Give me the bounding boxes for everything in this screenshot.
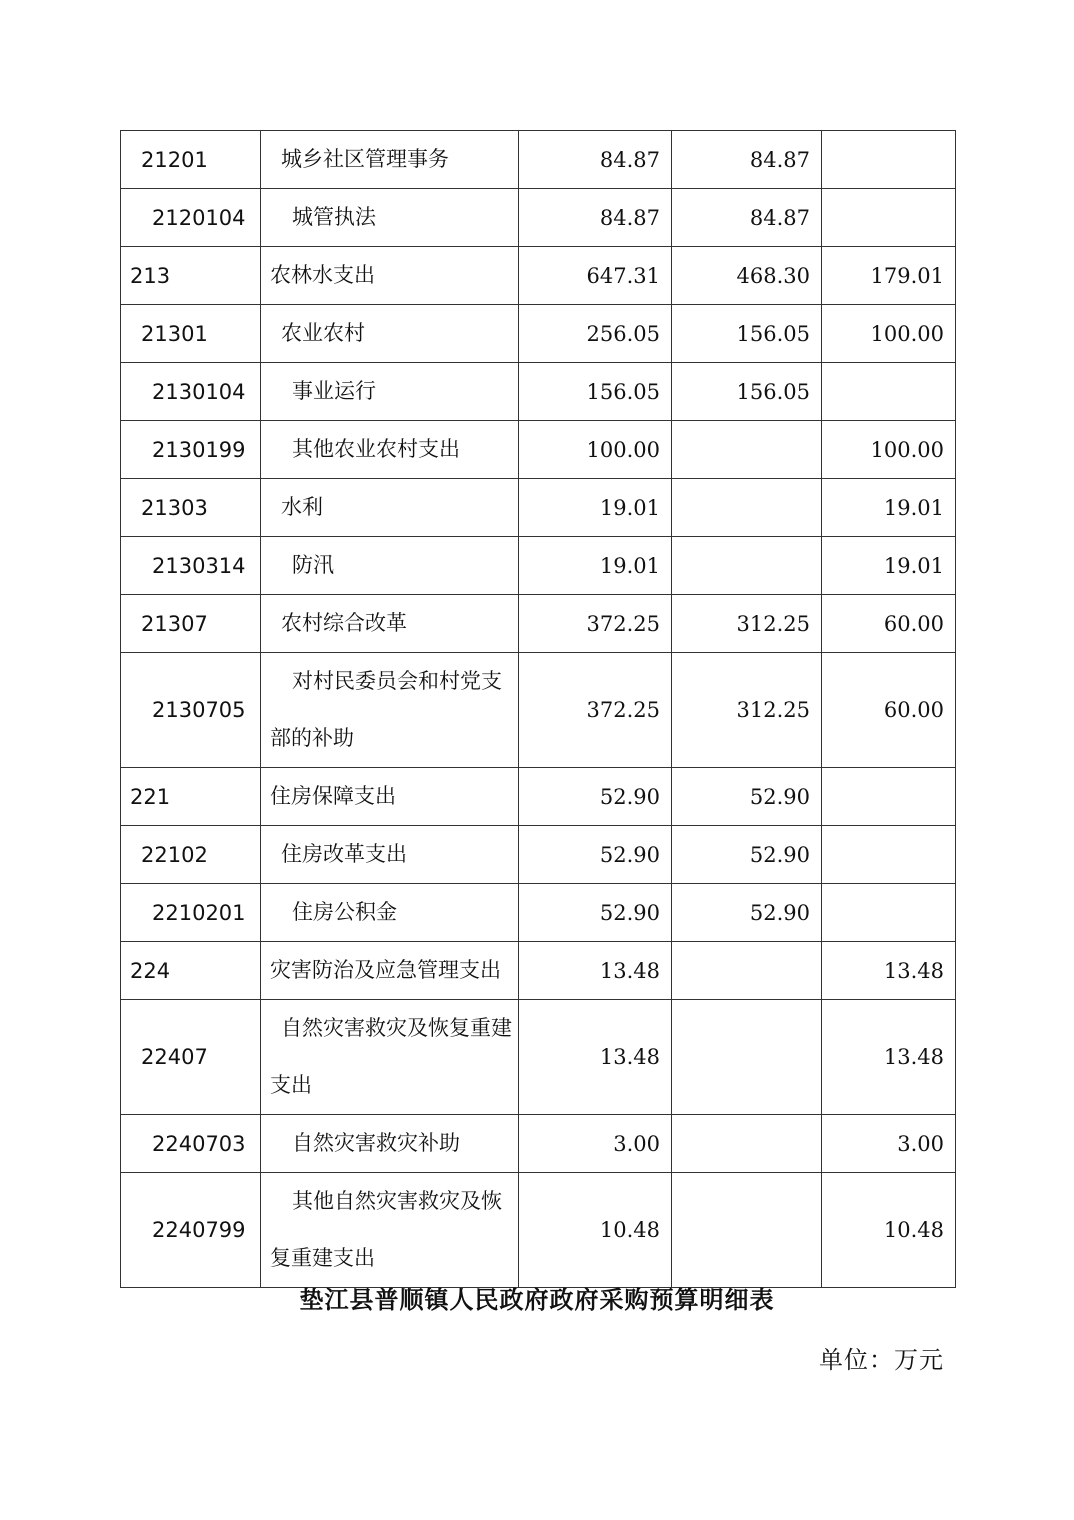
amount-cell-v1: 13.48 [519, 942, 672, 1000]
item-name-cell [261, 305, 519, 363]
function-code-cell: 2130314 [121, 537, 261, 595]
amount-cell-v2: 52.90 [672, 826, 822, 884]
item-name-cell [261, 826, 519, 884]
amount-cell-v1: 647.31 [519, 247, 672, 305]
amount-cell-v2: 312.25 [672, 595, 822, 653]
amount-cell-v1: 52.90 [519, 768, 672, 826]
item-name-text: 农村综合改革 [281, 611, 407, 635]
amount-cell-v1: 372.25 [519, 653, 672, 768]
item-name-cell [261, 1173, 519, 1288]
table-row [121, 942, 956, 1000]
amount-cell-v2: 52.90 [672, 884, 822, 942]
unit-label: 单位：万元 [819, 1346, 944, 1374]
function-code-cell: 21303 [121, 479, 261, 537]
amount-cell-v3 [822, 363, 956, 421]
amount-cell-v2 [672, 479, 822, 537]
amount-cell-v2 [672, 1173, 822, 1288]
amount-cell-v3: 13.48 [822, 942, 956, 1000]
function-code-cell: 22102 [121, 826, 261, 884]
function-code-cell: 2130104 [121, 363, 261, 421]
amount-cell-v1: 3.00 [519, 1115, 672, 1173]
item-name-cell [261, 537, 519, 595]
table-row [121, 131, 956, 189]
amount-cell-v3: 13.48 [822, 1000, 956, 1115]
amount-cell-v1: 13.48 [519, 1000, 672, 1115]
item-name-text: 住房改革支出 [281, 842, 407, 866]
amount-cell-v1: 84.87 [519, 189, 672, 247]
table-row [121, 247, 956, 305]
amount-cell-v2: 156.05 [672, 305, 822, 363]
table-row [121, 421, 956, 479]
table-row [121, 768, 956, 826]
table-row [121, 826, 956, 884]
function-code-cell: 22407 [121, 1000, 261, 1115]
amount-cell-v1: 52.90 [519, 884, 672, 942]
amount-cell-v3: 60.00 [822, 653, 956, 768]
item-name-text: 其他农业农村支出 [292, 437, 460, 461]
item-name-text: 其他自然灾害救灾及恢复重建支出 [270, 1189, 502, 1270]
item-name-text: 城乡社区管理事务 [281, 147, 449, 171]
table-row [121, 653, 956, 768]
item-name-text: 自然灾害救灾及恢复重建支出 [270, 1016, 512, 1097]
amount-cell-v1: 100.00 [519, 421, 672, 479]
amount-cell-v3: 19.01 [822, 537, 956, 595]
table-body [121, 131, 956, 1288]
item-name-text: 防汛 [292, 553, 334, 577]
function-code-cell: 21307 [121, 595, 261, 653]
table-row [121, 1173, 956, 1288]
item-name-cell [261, 768, 519, 826]
amount-cell-v2: 52.90 [672, 768, 822, 826]
item-name-text: 住房公积金 [292, 900, 397, 924]
amount-cell-v1: 19.01 [519, 479, 672, 537]
amount-cell-v2: 468.30 [672, 247, 822, 305]
amount-cell-v3 [822, 131, 956, 189]
amount-cell-v1: 372.25 [519, 595, 672, 653]
item-name-text: 自然灾害救灾补助 [292, 1131, 460, 1155]
amount-cell-v3: 3.00 [822, 1115, 956, 1173]
table-row [121, 1000, 956, 1115]
amount-cell-v1: 156.05 [519, 363, 672, 421]
amount-cell-v2 [672, 1000, 822, 1115]
function-code-cell: 224 [121, 942, 261, 1000]
amount-cell-v2 [672, 1115, 822, 1173]
item-name-cell [261, 884, 519, 942]
function-code-cell: 221 [121, 768, 261, 826]
function-code-cell: 21301 [121, 305, 261, 363]
amount-cell-v2 [672, 942, 822, 1000]
item-name-text: 城管执法 [292, 205, 376, 229]
table-row [121, 884, 956, 942]
item-name-cell [261, 363, 519, 421]
item-name-cell [261, 653, 519, 768]
item-name-text: 事业运行 [292, 379, 376, 403]
function-code-cell: 213 [121, 247, 261, 305]
budget-table [120, 130, 956, 1288]
function-code-cell: 2240703 [121, 1115, 261, 1173]
amount-cell-v1: 84.87 [519, 131, 672, 189]
function-code-cell: 2120104 [121, 189, 261, 247]
amount-cell-v2: 84.87 [672, 189, 822, 247]
amount-cell-v3: 10.48 [822, 1173, 956, 1288]
document-title: 垫江县普顺镇人民政府政府采购预算明细表 [299, 1285, 775, 1314]
item-name-cell [261, 479, 519, 537]
amount-cell-v1: 256.05 [519, 305, 672, 363]
amount-cell-v1: 10.48 [519, 1173, 672, 1288]
amount-cell-v3: 19.01 [822, 479, 956, 537]
amount-cell-v3: 100.00 [822, 305, 956, 363]
amount-cell-v3: 100.00 [822, 421, 956, 479]
item-name-text: 农林水支出 [270, 263, 375, 287]
item-name-cell [261, 1115, 519, 1173]
amount-cell-v2: 156.05 [672, 363, 822, 421]
function-code-cell: 2130199 [121, 421, 261, 479]
amount-cell-v1: 19.01 [519, 537, 672, 595]
table-row [121, 595, 956, 653]
amount-cell-v2 [672, 537, 822, 595]
function-code-cell: 21201 [121, 131, 261, 189]
table-row [121, 537, 956, 595]
amount-cell-v1: 52.90 [519, 826, 672, 884]
table-row [121, 305, 956, 363]
item-name-cell [261, 942, 519, 1000]
table-row [121, 1115, 956, 1173]
amount-cell-v2 [672, 421, 822, 479]
table-row [121, 479, 956, 537]
item-name-cell [261, 247, 519, 305]
item-name-cell [261, 189, 519, 247]
table-row [121, 189, 956, 247]
amount-cell-v3: 179.01 [822, 247, 956, 305]
item-name-cell [261, 1000, 519, 1115]
amount-cell-v3 [822, 884, 956, 942]
amount-cell-v2: 312.25 [672, 653, 822, 768]
function-code-cell: 2130705 [121, 653, 261, 768]
item-name-cell [261, 595, 519, 653]
item-name-text: 灾害防治及应急管理支出 [270, 958, 501, 982]
amount-cell-v3: 60.00 [822, 595, 956, 653]
amount-cell-v3 [822, 189, 956, 247]
item-name-text: 对村民委员会和村党支部的补助 [270, 669, 502, 750]
table-row [121, 363, 956, 421]
item-name-text: 水利 [281, 495, 323, 519]
item-name-cell [261, 421, 519, 479]
function-code-cell: 2210201 [121, 884, 261, 942]
item-name-cell [261, 131, 519, 189]
function-code-cell: 2240799 [121, 1173, 261, 1288]
item-name-text: 农业农村 [281, 321, 365, 345]
amount-cell-v3 [822, 768, 956, 826]
item-name-text: 住房保障支出 [270, 784, 396, 808]
amount-cell-v3 [822, 826, 956, 884]
amount-cell-v2: 84.87 [672, 131, 822, 189]
